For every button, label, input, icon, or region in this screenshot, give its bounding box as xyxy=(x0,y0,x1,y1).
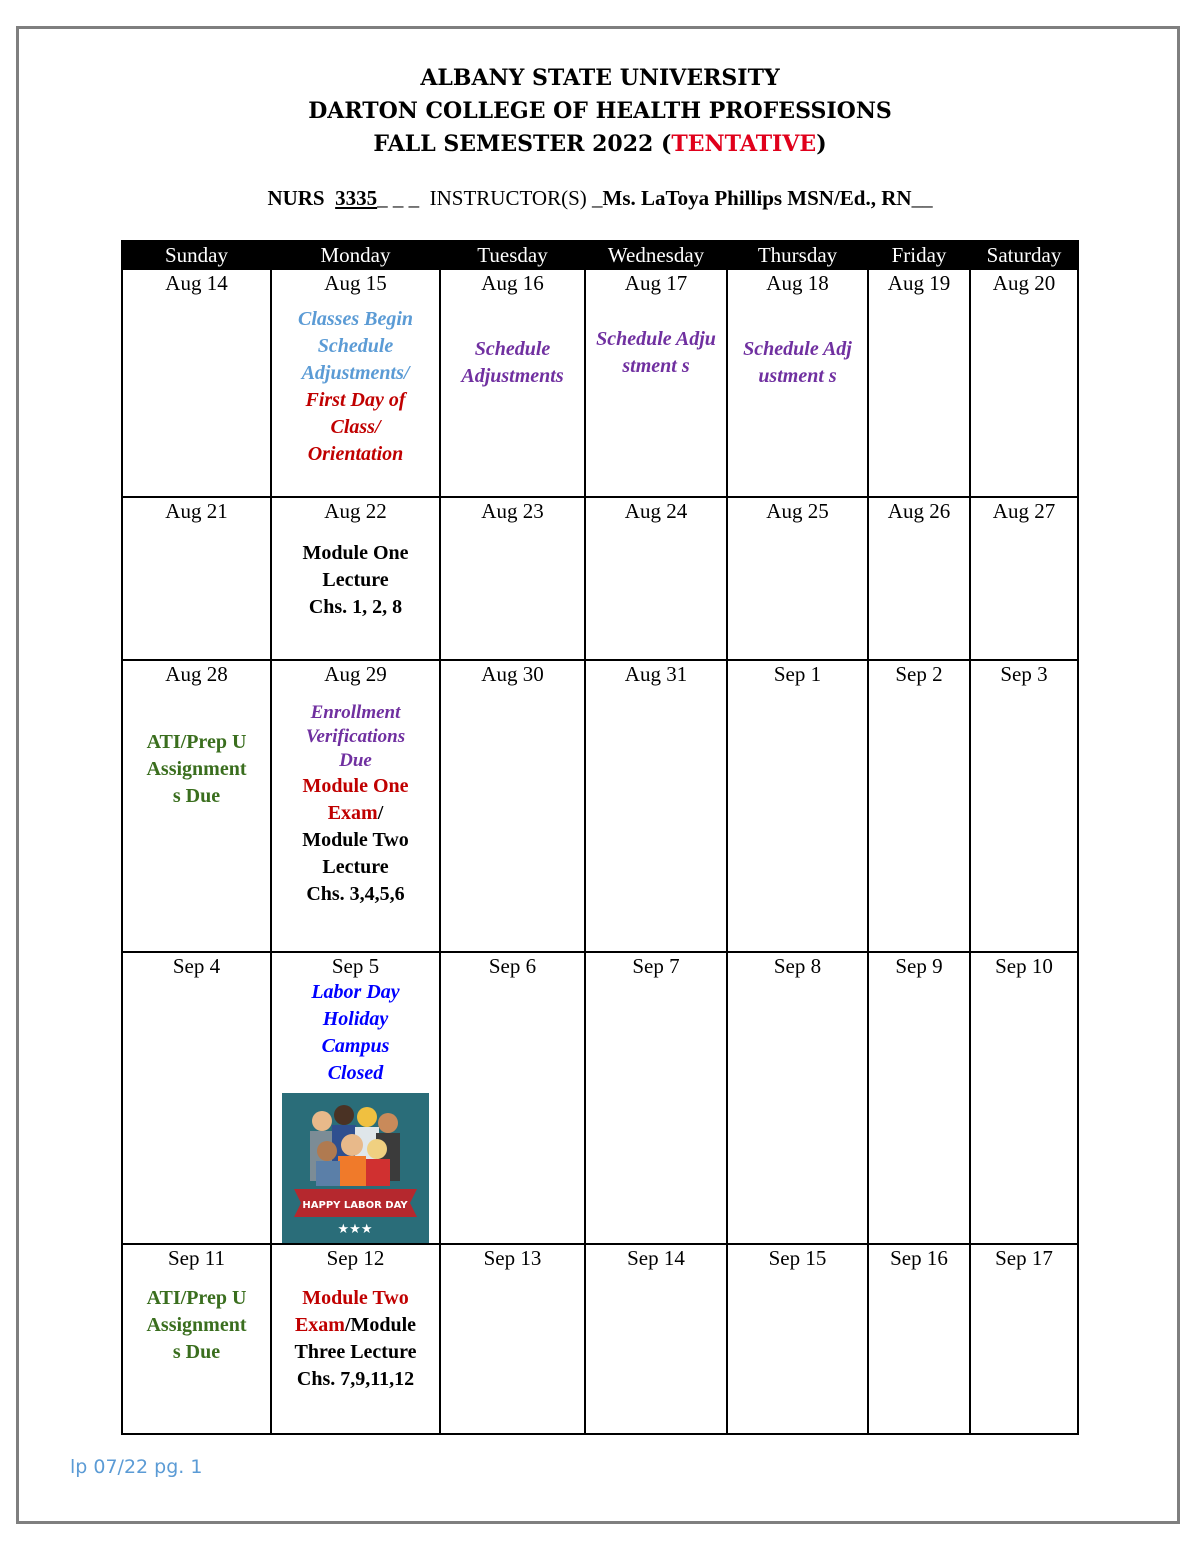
date-label: Aug 24 xyxy=(624,499,688,523)
page-footer: lp 07/22 pg. 1 xyxy=(70,1456,203,1478)
document-header xyxy=(0,62,1200,161)
labor-day-banner-text: HAPPY LABOR DAY xyxy=(302,1200,408,1211)
day-cell xyxy=(271,660,440,952)
semester-title xyxy=(0,128,1200,161)
module-label: /Module xyxy=(344,1314,417,1336)
instructor-label: INSTRUCTOR(S) _ xyxy=(429,186,603,210)
module-one-lecture-event: Module One xyxy=(302,542,409,564)
day-cell xyxy=(122,660,271,952)
first-day-event: First Day of Class/ xyxy=(305,389,406,438)
due-label: s Due xyxy=(172,1341,221,1363)
date-label: Aug 26 xyxy=(887,499,951,523)
day-cell xyxy=(440,1244,585,1434)
header-saturday: Saturday xyxy=(970,241,1078,269)
day-cell xyxy=(440,269,585,497)
date-label: Aug 15 xyxy=(324,271,387,295)
day-cell xyxy=(271,497,440,660)
date-label: Aug 18 xyxy=(766,271,829,295)
tentative-label: TENTATIVE xyxy=(671,131,817,157)
college-name: DARTON COLLEGE OF HEALTH PROFESSIONS xyxy=(308,98,892,124)
day-cell xyxy=(868,952,970,1244)
day-cell xyxy=(970,660,1078,952)
labor-day-stars: ★★★ xyxy=(337,1222,373,1237)
header-thursday: Thursday xyxy=(727,241,868,269)
day-cell xyxy=(122,269,271,497)
date-label: Aug 17 xyxy=(624,271,688,295)
module-three-lecture-event: Three Lecture xyxy=(294,1341,417,1363)
date-label: Aug 21 xyxy=(165,499,228,523)
date-label: Sep 17 xyxy=(995,1246,1053,1270)
date-label: Aug 29 xyxy=(324,662,387,686)
header-wednesday: Wednesday xyxy=(585,241,727,269)
header-tuesday: Tuesday xyxy=(440,241,585,269)
date-label: Aug 16 xyxy=(481,271,544,295)
day-cell xyxy=(970,269,1078,497)
date-label: Sep 4 xyxy=(172,954,221,978)
day-cell xyxy=(868,1244,970,1434)
date-label: Sep 14 xyxy=(627,1246,685,1270)
lecture-label: Lecture xyxy=(322,569,389,591)
day-cell xyxy=(585,1244,727,1434)
date-label: Sep 13 xyxy=(483,1246,542,1270)
date-label: Aug 22 xyxy=(324,499,387,523)
module-one-exam-event: Module One xyxy=(302,775,409,797)
date-label: Aug 14 xyxy=(165,271,228,295)
chapters-label: Chs. 1, 2, 8 xyxy=(308,596,403,618)
date-label: Sep 9 xyxy=(895,954,943,978)
day-cell xyxy=(271,269,440,497)
ati-prep-event: ATI/Prep U xyxy=(146,1287,247,1309)
date-label: Sep 11 xyxy=(168,1246,225,1270)
date-label: Sep 8 xyxy=(773,954,822,978)
date-label: Sep 2 xyxy=(895,662,943,686)
week-row xyxy=(122,269,1078,497)
day-cell xyxy=(727,497,868,660)
semester-close-paren: ) xyxy=(816,131,827,157)
date-label: Sep 5 xyxy=(331,954,380,978)
chapters-label: Chs. 7,9,11,12 xyxy=(296,1368,415,1390)
schedule-adjustments-event: Schedule Adjustment s xyxy=(743,338,852,387)
date-label: Sep 6 xyxy=(488,954,537,978)
day-cell xyxy=(727,660,868,952)
date-label: Sep 7 xyxy=(632,954,680,978)
day-cell xyxy=(970,952,1078,1244)
university-name: ALBANY STATE UNIVERSITY xyxy=(420,65,780,91)
day-cell xyxy=(122,1244,271,1434)
date-label: Aug 28 xyxy=(165,662,228,686)
schedule-adjustments-event: Schedule Adjustments/ xyxy=(301,335,410,384)
day-cell xyxy=(122,952,271,1244)
date-label: Aug 25 xyxy=(766,499,829,523)
date-label: Sep 3 xyxy=(1000,662,1048,686)
date-label: Sep 16 xyxy=(890,1246,948,1270)
course-number: 3335 xyxy=(335,186,378,210)
week-row xyxy=(122,660,1078,952)
schedule-adjustments-event: Schedule Adjustments xyxy=(461,338,564,387)
day-cell xyxy=(970,497,1078,660)
module-two-exam-event: Module Two xyxy=(302,1287,409,1309)
date-label: Aug 31 xyxy=(624,662,688,686)
date-label: Sep 1 xyxy=(773,662,822,686)
date-label: Aug 19 xyxy=(887,271,951,295)
verifications-label: Verifications xyxy=(305,726,406,747)
classes-begin-event: Classes Begin xyxy=(297,308,414,330)
day-cell xyxy=(271,952,440,1244)
day-cell xyxy=(585,952,727,1244)
date-label: Aug 27 xyxy=(992,499,1056,523)
date-label: Sep 10 xyxy=(995,954,1053,978)
week-row xyxy=(122,952,1078,1244)
date-label: Aug 20 xyxy=(992,271,1056,295)
course-number-blank: _ _ _ xyxy=(377,186,420,210)
holiday-label: Holiday xyxy=(322,1008,389,1030)
labor-day-image xyxy=(282,1093,429,1243)
day-cell xyxy=(440,660,585,952)
exam-line: Exam/ xyxy=(327,802,384,824)
day-cell xyxy=(970,1244,1078,1434)
day-cell xyxy=(585,269,727,497)
orientation-event: Orientation xyxy=(307,443,404,465)
ati-prep-event: ATI/Prep U xyxy=(146,731,247,753)
campus-label: Campus xyxy=(321,1035,390,1057)
date-label: Aug 30 xyxy=(481,662,544,686)
day-cell xyxy=(727,269,868,497)
course-instructor-line xyxy=(0,186,1200,211)
labor-day-event: Labor Day xyxy=(311,981,400,1003)
day-cell xyxy=(585,660,727,952)
assignment-label: Assignment xyxy=(146,758,247,780)
exam-line xyxy=(272,1312,439,1339)
day-cell xyxy=(440,497,585,660)
lecture-label: Lecture xyxy=(322,856,389,878)
day-cell xyxy=(868,660,970,952)
assignment-label: Assignment xyxy=(146,1314,247,1336)
day-cell xyxy=(585,497,727,660)
schedule-adjustments-event: Schedule Adjustment s xyxy=(596,328,716,377)
day-cell xyxy=(868,269,970,497)
header-monday: Monday xyxy=(271,241,440,269)
day-cell xyxy=(271,1244,440,1434)
instructor-trail: __ xyxy=(911,186,933,210)
header-sunday: Sunday xyxy=(122,241,271,269)
nurs-label: NURS xyxy=(267,186,325,210)
calendar-table xyxy=(121,240,1079,1435)
exam-label: Exam xyxy=(327,802,378,824)
date-label: Sep 15 xyxy=(768,1246,827,1270)
module-two-lecture-event: Module Two xyxy=(302,829,409,851)
header-friday: Friday xyxy=(868,241,970,269)
date-label: Sep 12 xyxy=(326,1246,385,1270)
day-cell xyxy=(122,497,271,660)
weekday-header-row xyxy=(122,241,1078,269)
day-cell xyxy=(440,952,585,1244)
exam-label: Exam xyxy=(294,1314,345,1336)
day-cell xyxy=(727,1244,868,1434)
instructor-name: Ms. LaToya Phillips MSN/Ed., RN xyxy=(602,186,912,210)
week-row xyxy=(122,497,1078,660)
day-cell xyxy=(868,497,970,660)
week-row xyxy=(122,1244,1078,1434)
enrollment-event: Enrollment xyxy=(310,702,401,723)
semester-label: FALL SEMESTER 2022 ( xyxy=(373,131,672,157)
due-label: s Due xyxy=(172,785,221,807)
day-cell xyxy=(727,952,868,1244)
enrollment-due-label: Due xyxy=(339,750,372,771)
chapters-label: Chs. 3,4,5,6 xyxy=(306,883,405,905)
closed-label: Closed xyxy=(327,1062,384,1084)
date-label: Aug 23 xyxy=(481,499,544,523)
